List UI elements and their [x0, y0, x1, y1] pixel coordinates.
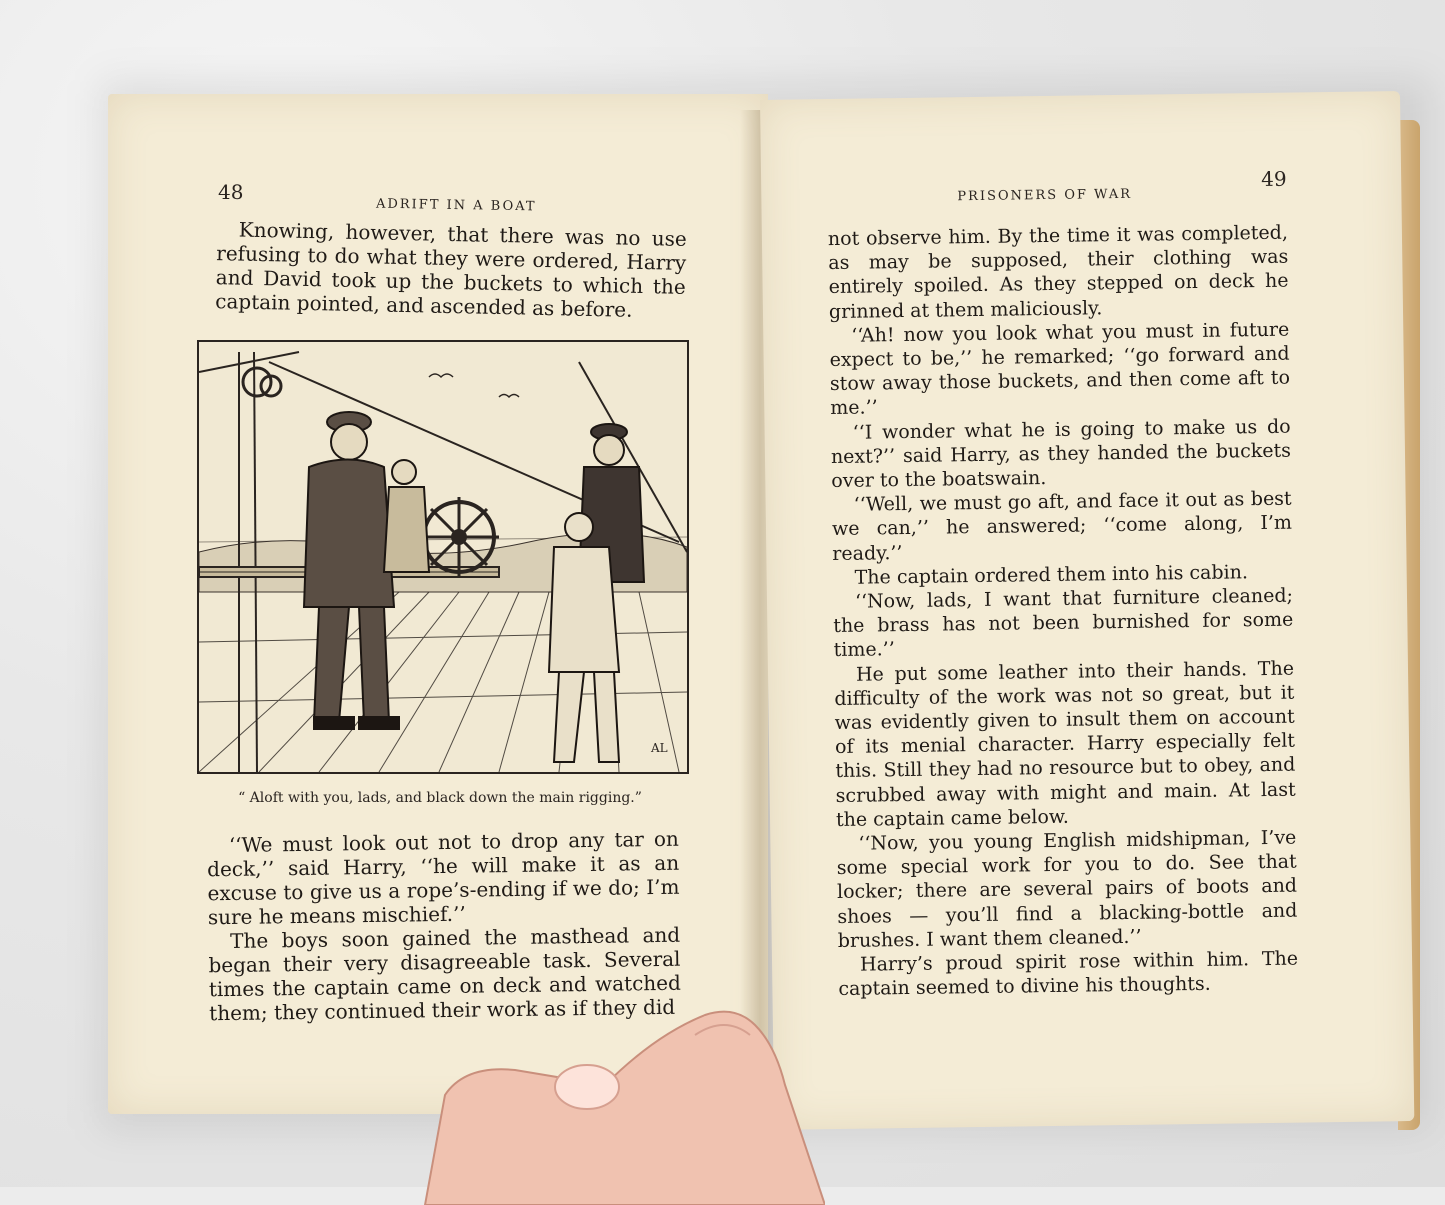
paragraph: ‘‘Now, you young English midshipman, I’ve some special work for you to do. See that locker; there are several pairs of boots and shoes — you’ll find a blacking-bottle and brushes. I want them cleaned.’’	[836, 826, 1298, 952]
paragraph: ‘‘I wonder what he is going to make us do next?’’ said Harry, as they handed the buckets over to the boatswain.	[830, 415, 1292, 493]
hand-holding-book	[405, 975, 825, 1205]
right-text-block	[828, 221, 1299, 1002]
ship-deck-illustration	[197, 340, 689, 774]
paragraph: The captain ordered them into his cabin.	[854, 561, 1249, 589]
page-number-right: 49	[1260, 166, 1287, 192]
left-paragraph-top	[215, 217, 687, 323]
paragraph: ‘‘We must look out not to drop any tar on deck,’’ said Harry, ‘‘he will make it as an excuse to give us a rope’s-ending if we do; I’m sure he means mischief.’’	[207, 826, 680, 930]
artist-signature: AL	[651, 741, 668, 755]
right-page	[760, 91, 1414, 1130]
illustration-drawing	[199, 342, 687, 772]
paragraph: ‘‘Well, we must go aft, and face it out as best we can,’’ he answered; ‘‘come along, I’m ready.’’	[831, 487, 1293, 565]
paragraph: He put some leather into their hands. The difficulty of the work was not so great, but it was evidently given to insult them on account of its menial character. Harry especially felt this. Still they had no resource but to obey, and scrubbed away with might and main. At last the captain came below.	[834, 657, 1296, 831]
paragraph: The boys soon gained the masthead and began their very disagreeable task. Several times the captain came on deck and watched them; they continued their work as if they did	[208, 922, 681, 1026]
illustration-caption: “ Aloft with you, lads, and black down the main rigging.”	[238, 790, 642, 806]
paragraph: ‘‘Now, lads, I want that furniture cleaned; the brass has not been burnished for some time.’’	[833, 584, 1294, 662]
paragraph: not observe him. By the time it was completed, as may be supposed, their clothing was entirely spoiled. As they stepped on deck he grinned at them maliciously.	[827, 221, 1289, 323]
page-number-left: 48	[218, 180, 244, 204]
paragraph: ‘‘Ah! now you look what you must in future expect to be,’’ he remarked; ‘‘go forward and stow away those buckets, and then come aft to me.’’	[829, 318, 1291, 420]
running-head-right: PRISONERS OF WAR	[957, 186, 1133, 205]
running-head-left: ADRIFT IN A BOAT	[375, 196, 537, 215]
paragraph: Knowing, however, that there was no use refusing to do what they were ordered, Harry and David took up the buckets to which the captain pointed, and ascended as before.	[215, 217, 687, 322]
paragraph: Harry’s proud spirit rose within him. The captain seemed to divine his thoughts.	[838, 947, 1299, 1001]
